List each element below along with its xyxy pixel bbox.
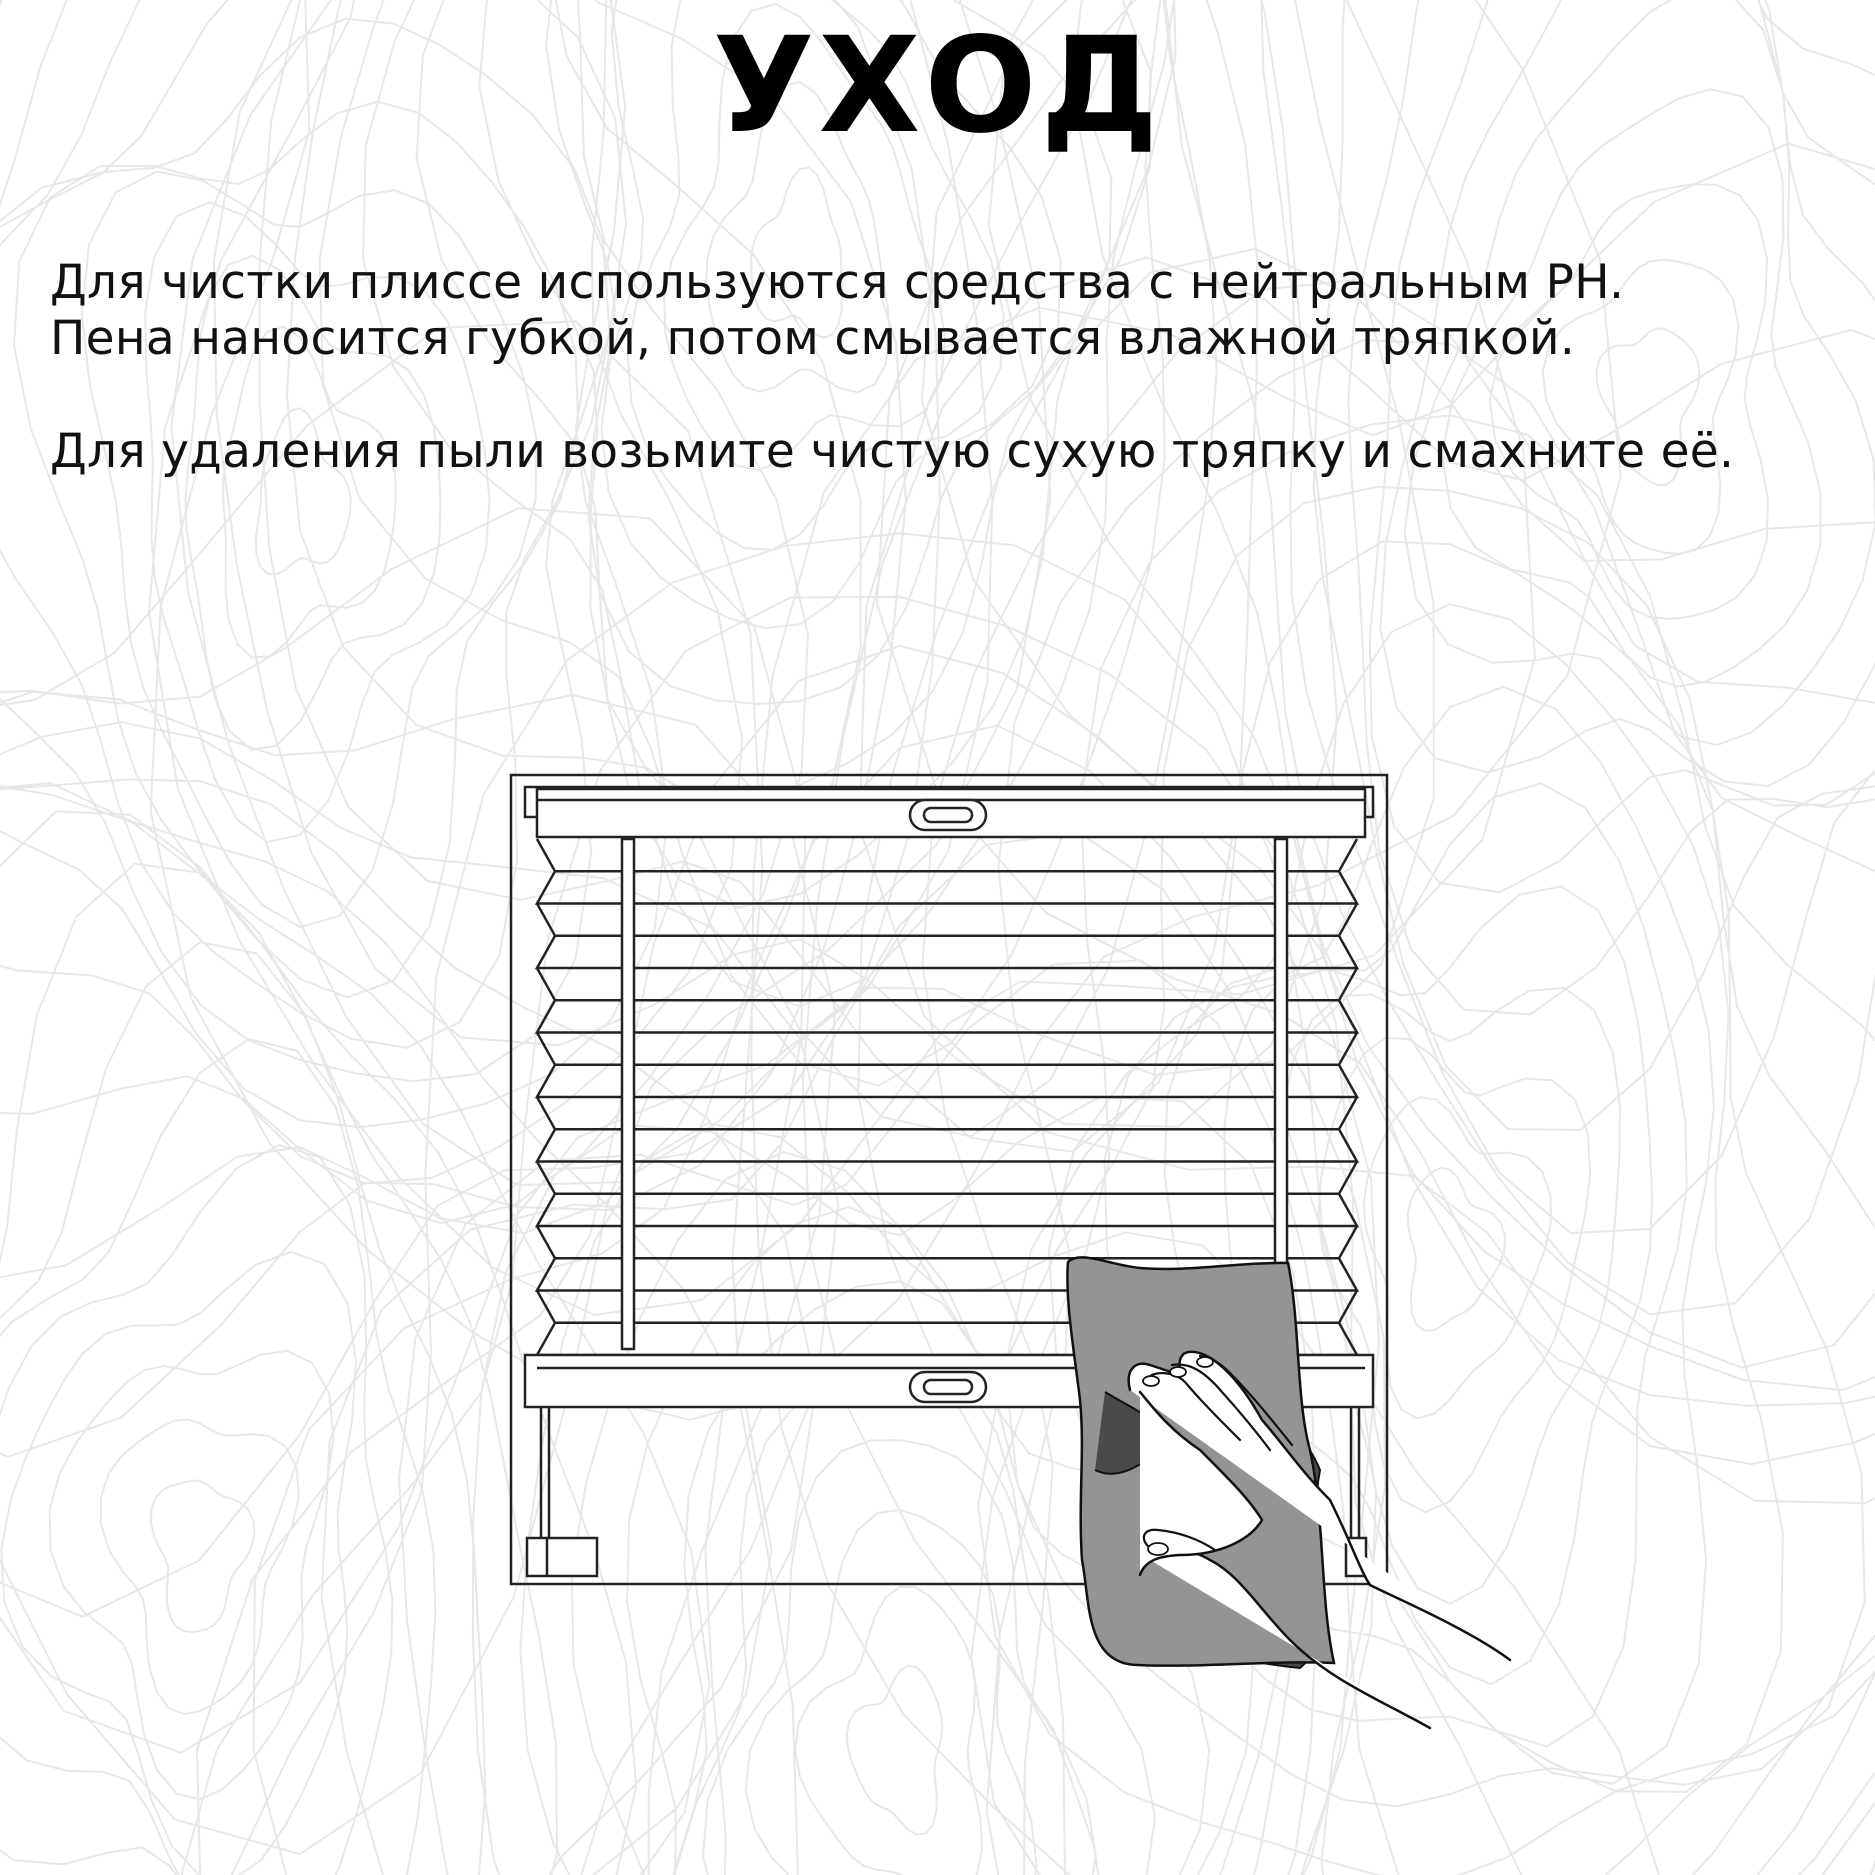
pleat-right-edge [1282,904,1357,936]
pleat-right-edge [1282,936,1357,968]
instruction-line-3: Для удаления пыли возьмите чистую сухую тряпку и смахните её. [50,424,1735,479]
hand-wiping-with-cloth [1067,1257,1510,1728]
instruction-line-1: Для чистки плиссе используются средства с нейтральным PH. [50,255,1625,310]
pleat-right-edge [1282,1065,1357,1097]
instruction-line-2: Пена наносится губкой, потом смывается влажной тряпкой. [50,311,1576,366]
pleat-right-edge [1282,1129,1357,1161]
left-side-cord [622,839,634,1349]
page-title: УХОД [712,9,1163,163]
pleat-right-edge [1282,1194,1357,1226]
bottom-left-bracket [527,1538,597,1576]
pleat-right-edge [1282,839,1357,871]
pleat-right-edge [1282,1097,1357,1129]
pleat-right-edge [1282,1033,1357,1065]
pleat-right-edge [1282,968,1357,1000]
pleat-right-edge [1282,1226,1357,1258]
pleat-right-edge [1282,871,1357,903]
pleat-right-edge [1282,1258,1357,1290]
pleat-right-edge [1282,1000,1357,1032]
pleat-right-edge [1282,1162,1357,1194]
